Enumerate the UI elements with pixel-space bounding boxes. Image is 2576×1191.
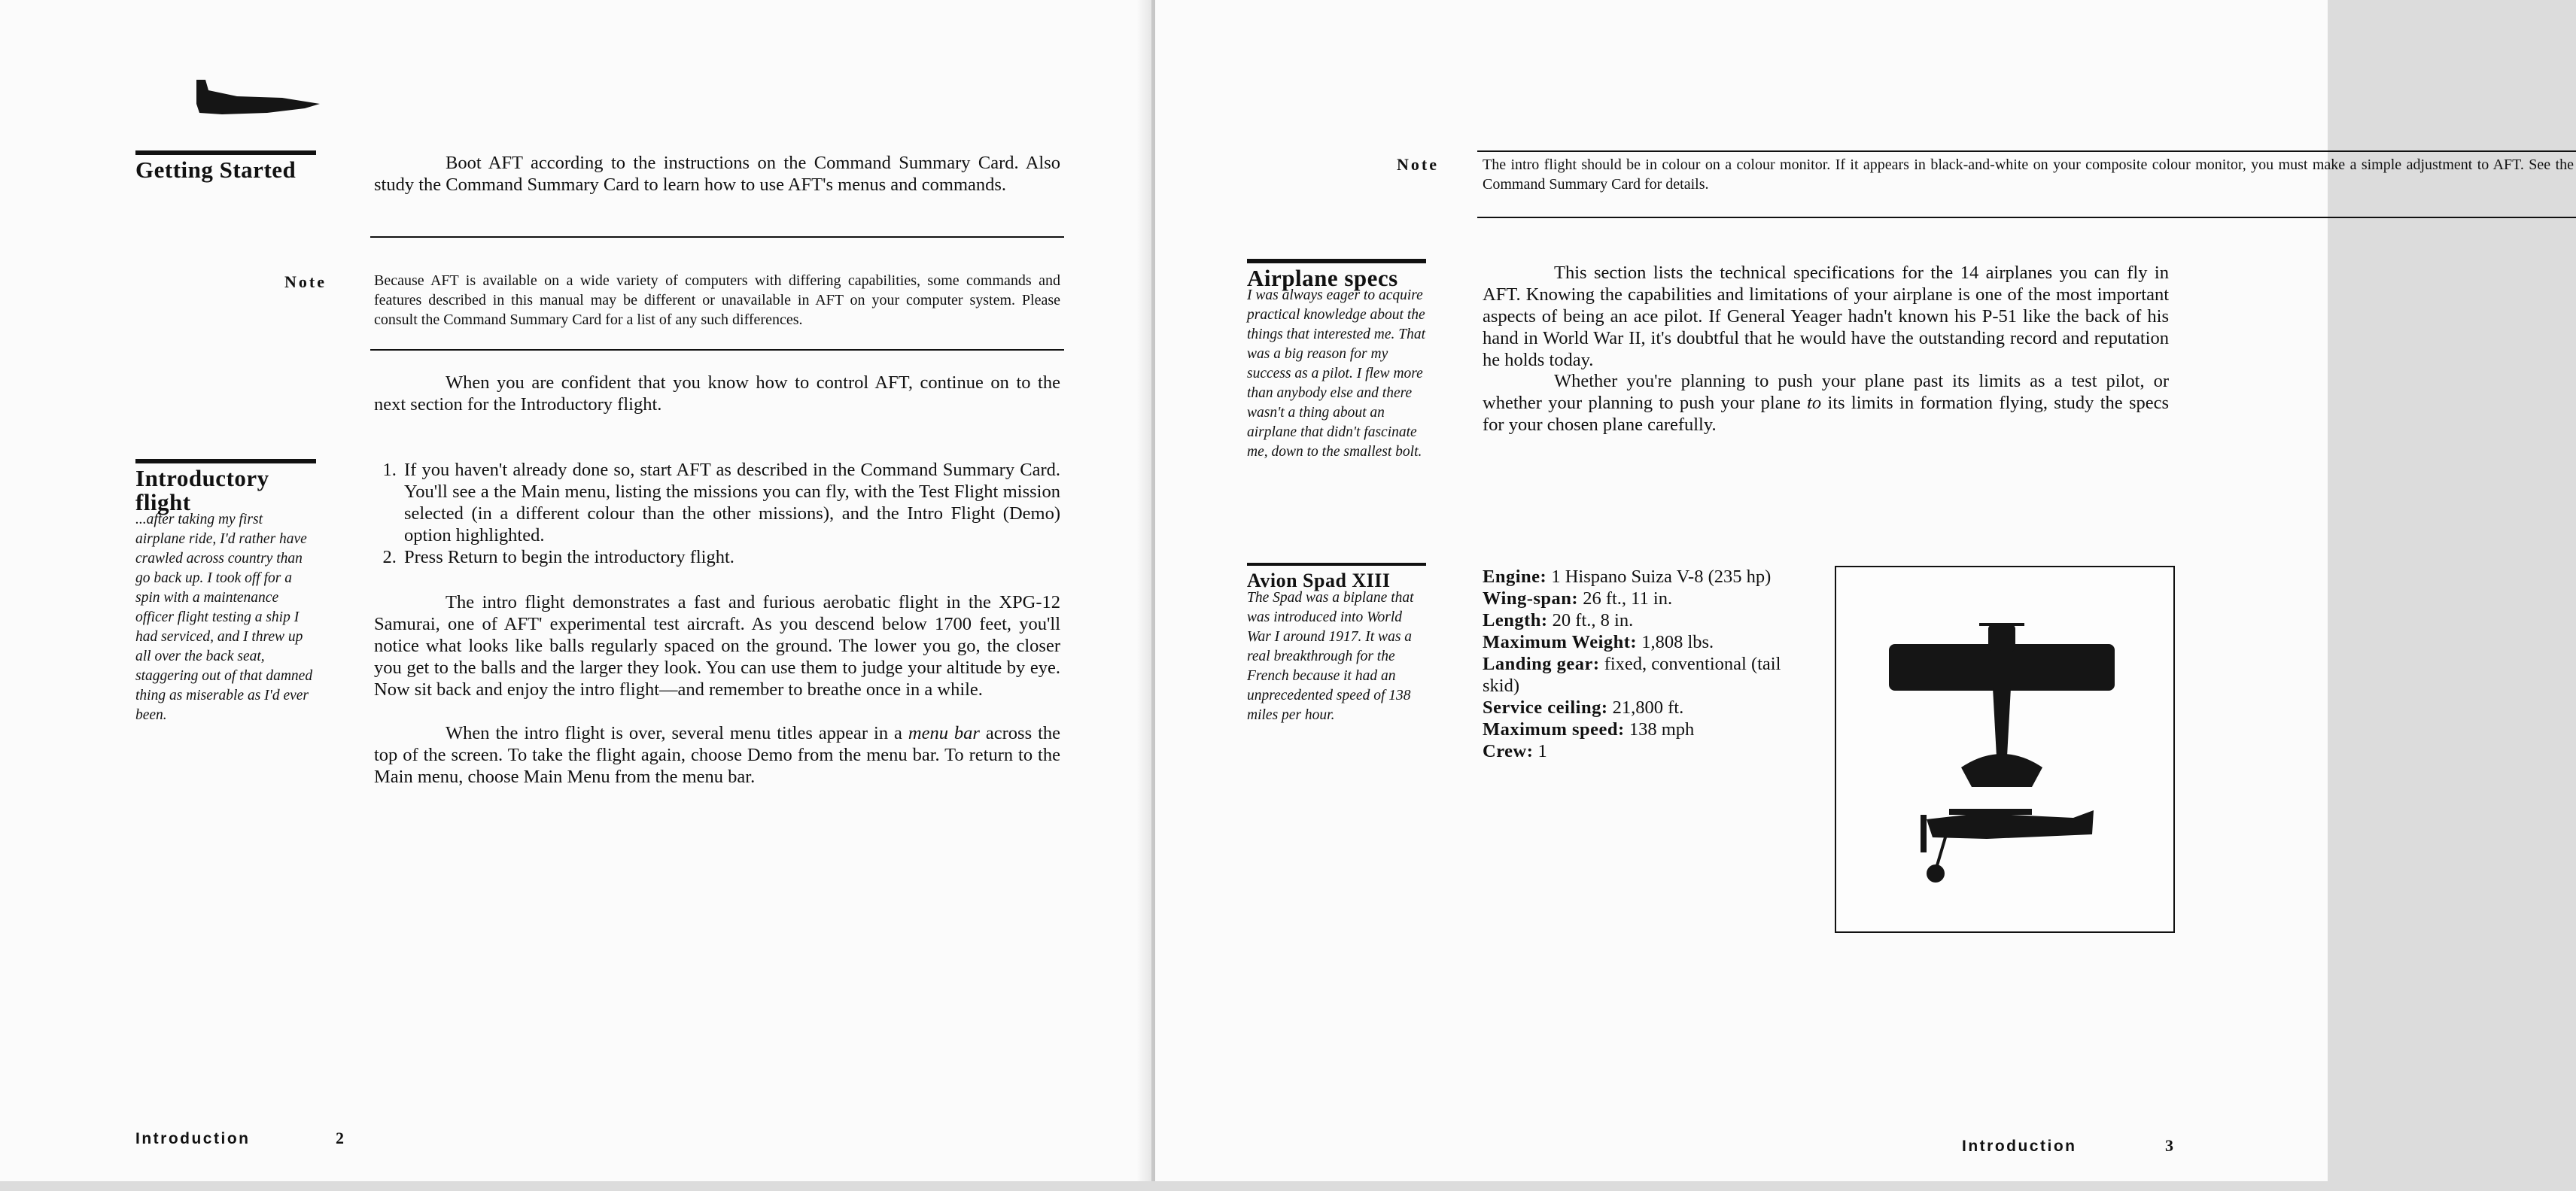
divider (1477, 217, 2576, 218)
spec-row (1483, 740, 1814, 762)
spec-value: 1 Hispano Suiza V-8 (235 hp) (1551, 567, 1772, 587)
note-text: Because AFT is available on a wide variety of computers with differing capabilities, some commands and features described in this manual may be different or unavailable in AFT on your computer system. Please consult the Command Summary Card for a list of any such differences. (374, 272, 1060, 328)
spec-value: 21,800 ft. (1612, 697, 1684, 718)
specs-para-1: This section lists the technical specifications for the 14 airplanes you can fly in AFT. Knowing the capabilities and limitations of your airplane is one of the most important aspects of being an ace pilot. If General Yeager hadn't known his P-51 like the back of his hand in World War II, it's doubtful that he would have the outstanding record and reputation he holds today. (1483, 263, 2169, 370)
airplane-specs-sidenote: I was always eager to acquire practical knowledge about the things that interested me. That was a big reason for my success as a pilot. I flew more than anybody else and there wasn't a thing about an airplane that didn't fascinate me, down to the smallest bolt. (1247, 287, 1426, 460)
page-number: 3 (2165, 1136, 2173, 1155)
spec-label: Landing gear: (1483, 654, 1600, 674)
footer-section-label: Introduction (1962, 1138, 2077, 1155)
divider (370, 236, 1064, 238)
right-page (1155, 0, 2574, 1181)
step-item: 2. Press Return to begin the introductory flight. (401, 546, 1060, 568)
airplane-specs-heading: Airplane specs (1247, 259, 1426, 290)
getting-started-body: Boot AFT according to the instructions on the Command Summary Card. Also study the Command Summary Card to learn how to use AFT's menus and commands. (374, 153, 1060, 195)
spec-label: Maximum Weight: (1483, 632, 1638, 652)
intro-para-2 (374, 722, 1060, 788)
spec-label: Length: (1483, 610, 1548, 630)
text-run: When the intro flight is over, several menu titles appear in a (446, 723, 908, 743)
spec-value: 26 ft., 11 in. (1583, 588, 1673, 609)
spec-label: Crew: (1483, 741, 1534, 761)
spad-heading: Avion Spad XIII (1247, 563, 1426, 593)
spec-label: Wing-span: (1483, 588, 1579, 609)
jet-silhouette-icon (192, 74, 327, 117)
intro-para-1: The intro flight demonstrates a fast and furious aerobatic flight in the XPG-12 Samurai, one of AFT' experimental test aircraft. As you descend below 1700 feet, you'll notice what looks like balls regularly spaced on the ground. The lower you go, the closer you get to the balls and the larger they look. You can use them to judge your altitude by eye. Now sit back and enjoy the intro flight—and remember to breathe once in a while. (374, 592, 1060, 700)
spec-label: Service ceiling: (1483, 697, 1608, 718)
spec-row (1483, 631, 1814, 653)
spec-value: 20 ft., 8 in. (1552, 610, 1634, 630)
emphasis: to (1807, 393, 1822, 413)
spec-value: 1,808 lbs. (1641, 632, 1714, 652)
spec-row (1483, 609, 1814, 631)
biplane-top-view-icon (1889, 612, 2115, 808)
divider (1477, 150, 2576, 152)
spec-value: 138 mph (1629, 719, 1695, 740)
spec-label: Maximum speed: (1483, 719, 1625, 740)
emphasis: menu bar (908, 723, 980, 743)
biplane-side-view-icon (1919, 804, 2100, 887)
step-item: 1. If you haven't already done so, start AFT as described in the Command Summary Card. You'll see a the Main menu, listing the missions you can fly, with the Test Flight mission selected (in a different colour than the other missions), and the Intro Flight (Demo) option highlighted. (401, 459, 1060, 546)
plane-illustration-box (1835, 566, 2175, 933)
left-page (0, 0, 1151, 1181)
spec-row (1483, 697, 1814, 719)
note-label: Note (284, 272, 327, 291)
text-run: its limits in formation flying, study the specs for your chosen plane carefully. (1483, 393, 2170, 435)
note-label: Note (1397, 155, 1439, 174)
spad-specs-list (1483, 566, 1814, 762)
text-run: across the top of the screen. To take the flight again, choose Demo from the menu bar. To return to the Main menu, choose Main Menu from the menu bar. (374, 723, 1060, 787)
introductory-flight-sidenote: ...after taking my first airplane ride, I'd rather have crawled across country than go back up. I took off for a spin with a maintenance officer flight testing a ship I had serviced, and I threw up all over the back seat, staggering out of that damned thing as miserable as I'd ever been. (135, 512, 313, 723)
spad-sidenote: The Spad was a biplane that was introduced into World War I around 1917. It was a real breakthrough for the French because it had an unprecedented speed of 138 miles per hour. (1247, 590, 1414, 723)
note-text: The intro flight should be in colour on a colour monitor. If it appears in black-and-white on your composite colour monitor, you must make a simple adjustment to AFT. See the Command Summary Card for details. (1483, 156, 2574, 193)
spec-value: 1 (1537, 741, 1547, 761)
spec-row (1483, 566, 1814, 588)
spec-row (1483, 653, 1814, 697)
spec-label: Engine: (1483, 567, 1547, 587)
footer-section-label: Introduction (135, 1130, 251, 1147)
steps-list (374, 459, 1060, 568)
specs-para-2 (1483, 370, 2169, 436)
spec-value: fixed, conventional (tail skid) (1483, 654, 1781, 696)
divider (370, 349, 1064, 351)
getting-started-heading: Getting Started (135, 150, 316, 182)
introductory-flight-heading: Introductory flight (135, 459, 316, 515)
spec-row (1483, 719, 1814, 740)
spec-row (1483, 588, 1814, 609)
confident-text: When you are confident that you know how to control AFT, continue on to the next section for the Introductory flight. (374, 372, 1060, 415)
text-run: Whether you're planning to push your plane past its limits as a test pilot, or whether your planning to push your plane (1483, 371, 2169, 413)
page-number: 2 (336, 1129, 344, 1147)
